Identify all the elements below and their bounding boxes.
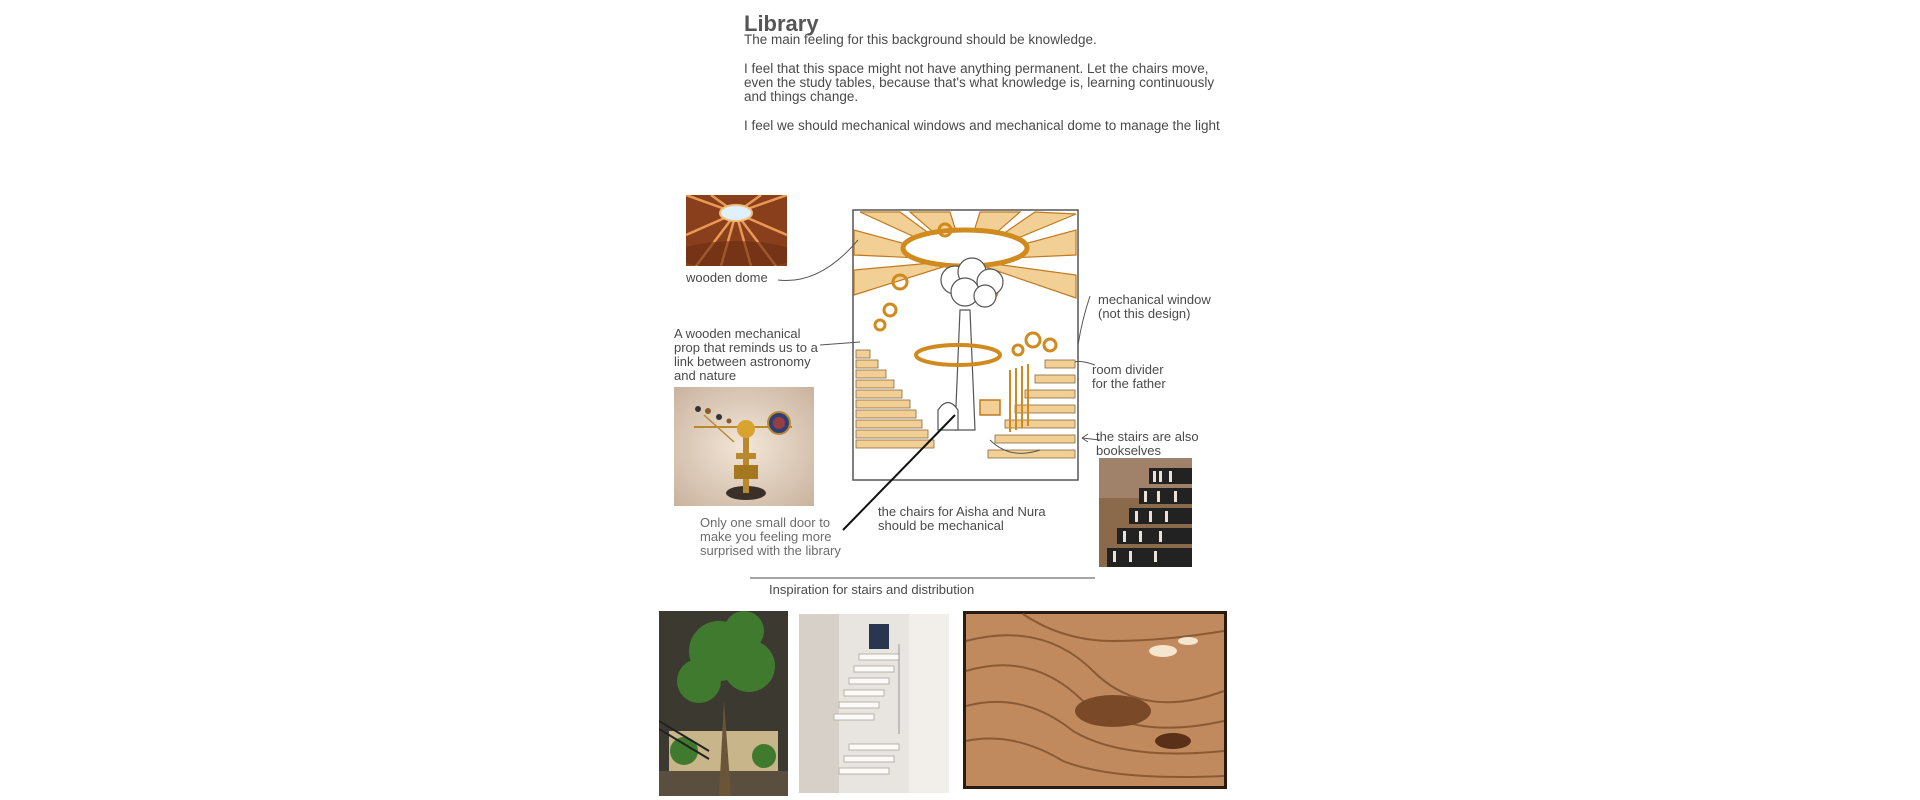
wooden-cave-photo <box>963 611 1227 789</box>
mechanical-window-label: mechanical window (not this design) <box>1098 292 1211 321</box>
stairs-bookshelves-label: the stairs are also bookselves <box>1096 429 1199 458</box>
mechanical-prop-label: A wooden mechanical prop that reminds us to a link between astronomy and nature <box>674 326 818 383</box>
bookshelf-stairs-photo <box>1099 458 1192 567</box>
chairs-label: the chairs for Aisha and Nura should be mechanical <box>878 504 1046 533</box>
page-title: Library <box>744 11 819 36</box>
windows-paragraph: I feel we should mechanical windows and mechanical dome to manage the light <box>744 118 1220 133</box>
wooden-dome-label: wooden dome <box>686 270 768 285</box>
inspiration-caption: Inspiration for stairs and distribution <box>769 582 975 597</box>
tree-stairs-photo <box>659 611 788 796</box>
intro-paragraph: The main feeling for this background should be knowledge. <box>744 32 1097 47</box>
white-stairs-photo <box>799 614 949 793</box>
room-divider-label: room divider for the father <box>1092 362 1166 391</box>
permanence-paragraph: I feel that this space might not have anything permanent. Let the chairs move, even the study tables, because that's what knowledge is, learning continuously and things change. <box>744 61 1215 104</box>
small-door-label: Only one small door to make you feeling more surprised with the library <box>700 515 841 558</box>
